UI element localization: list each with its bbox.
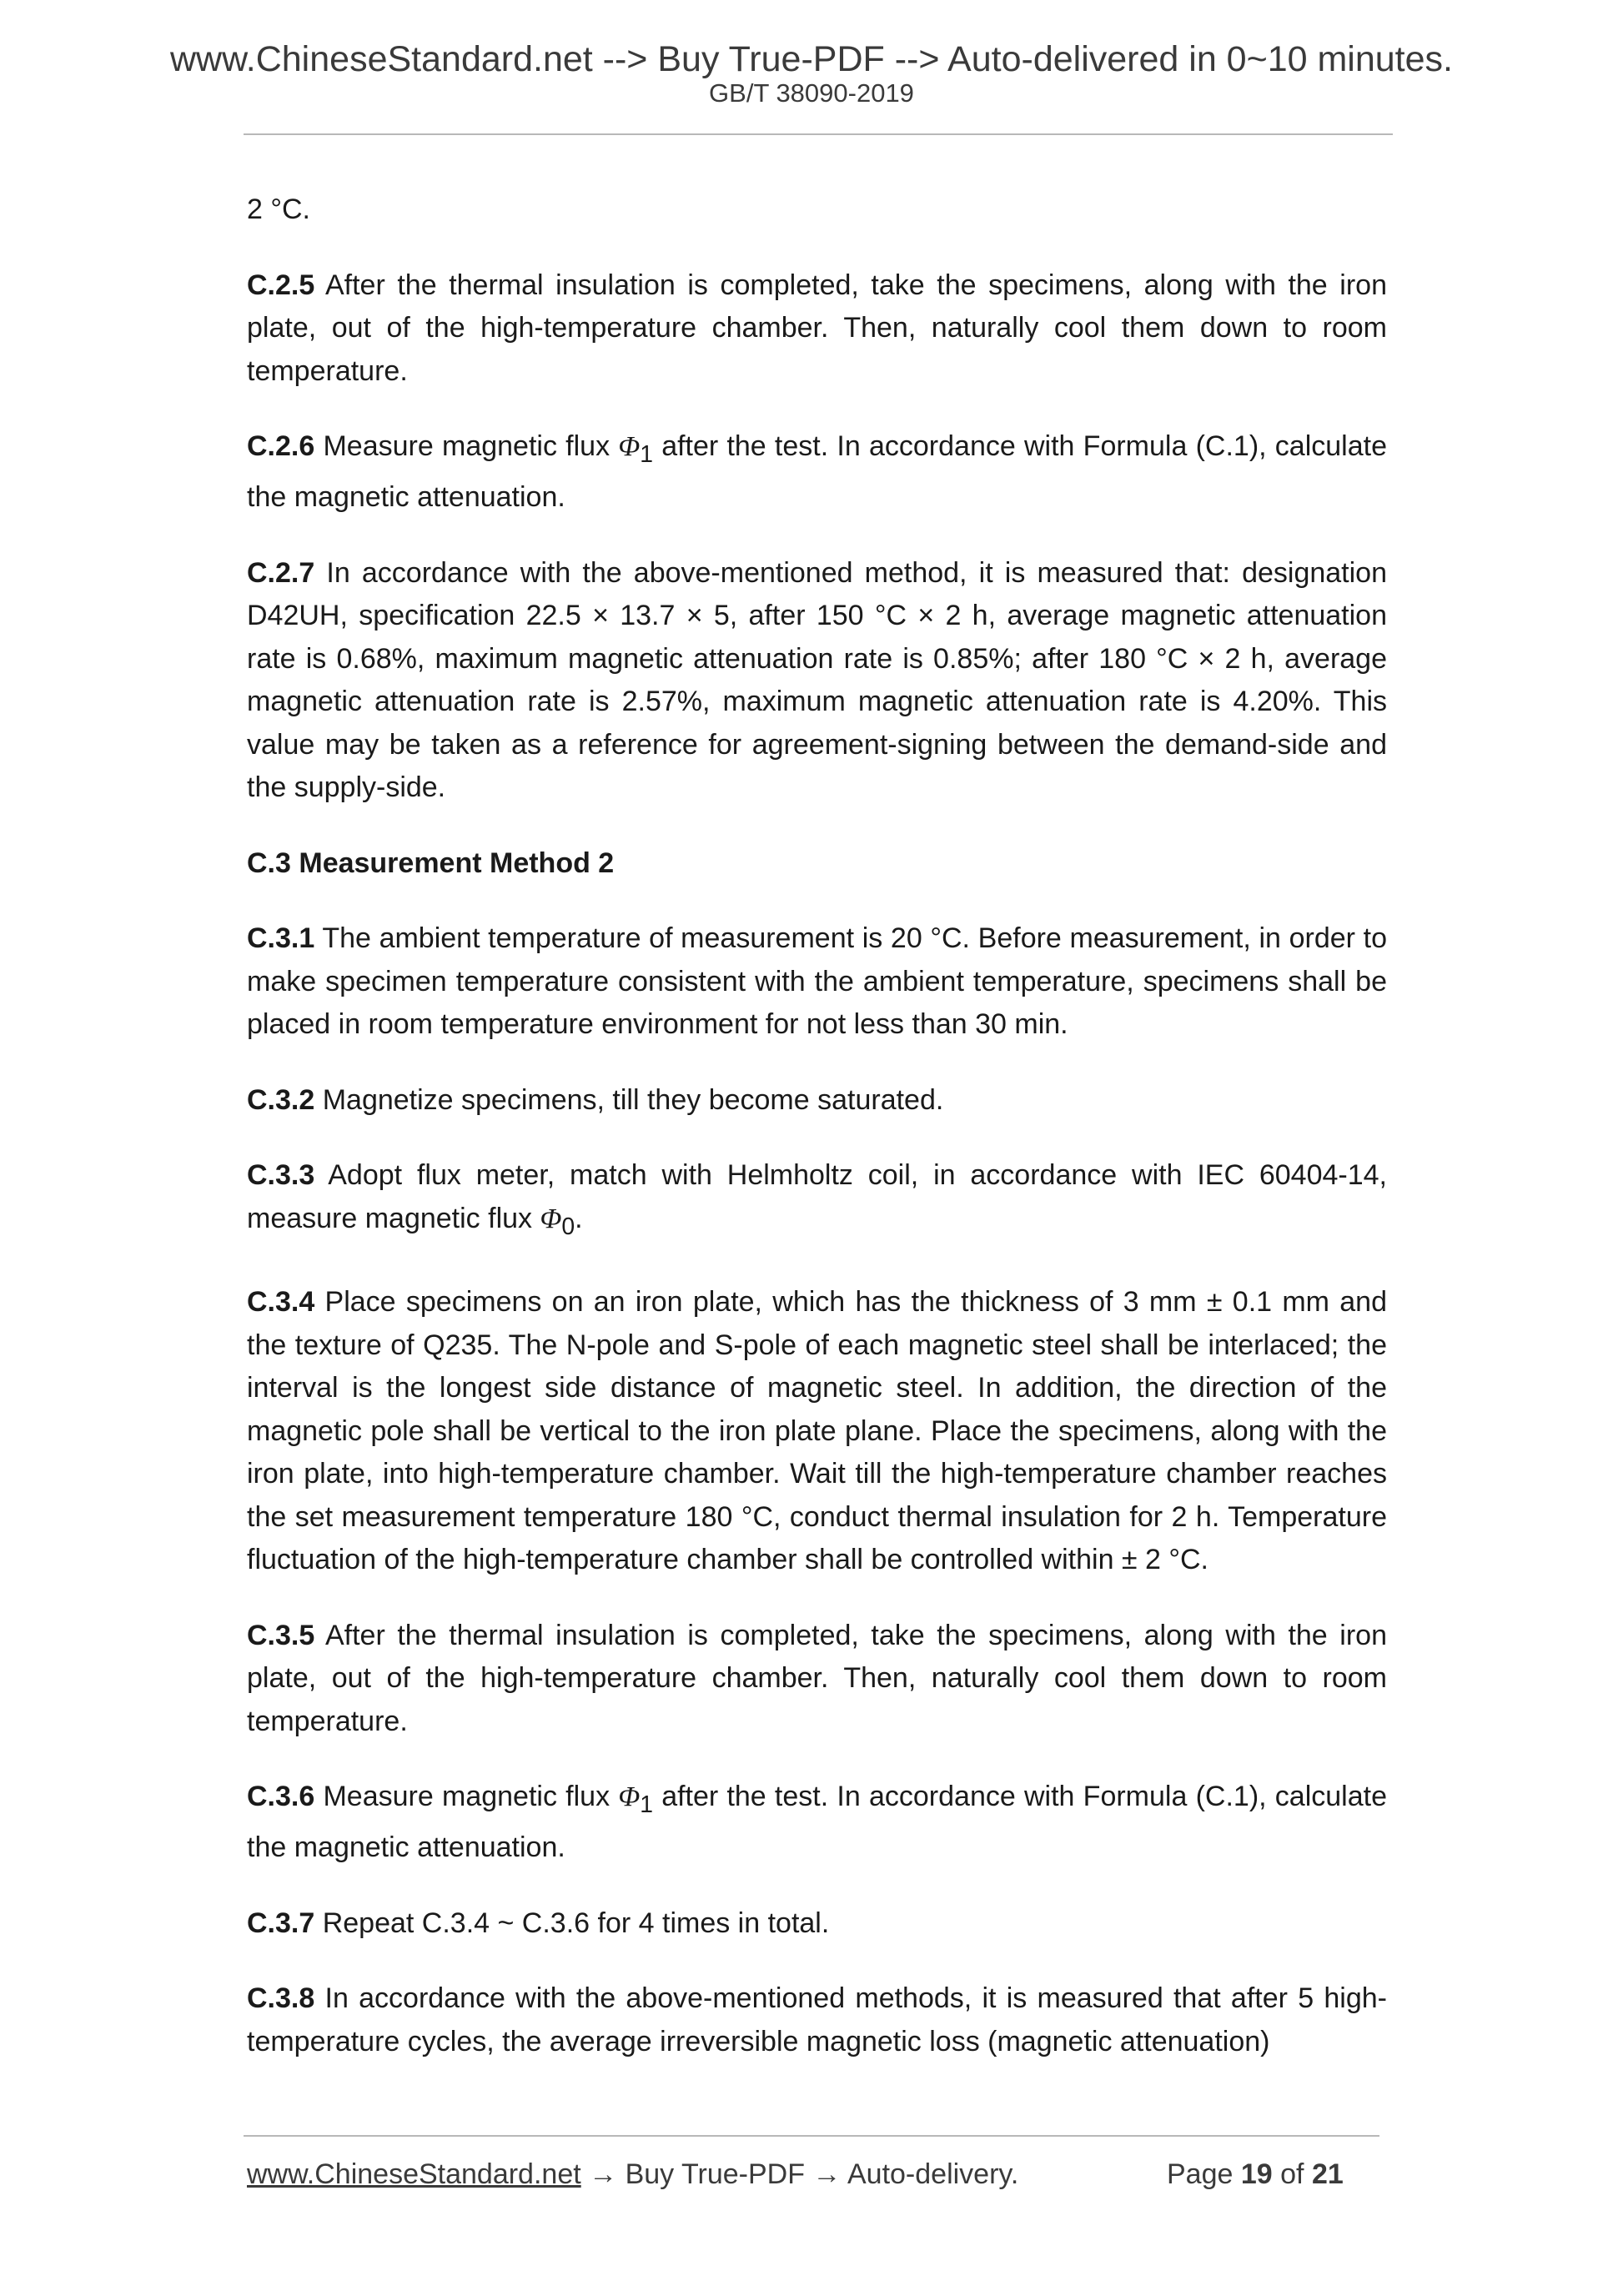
clause-c3-1 bbox=[247, 917, 1387, 1047]
flux-symbol: Φ bbox=[618, 1781, 641, 1813]
clause-text: Measure magnetic flux bbox=[314, 430, 619, 462]
clause-text: In accordance with the above-mentioned methods, it is measured that after 5 high-temperature cycles, the average irreversible magnetic loss (magnetic attenuation) bbox=[247, 1982, 1387, 2057]
header-banner: www.ChineseStandard.net --> Buy True-PDF --> Auto-delivered in 0~10 minutes. bbox=[169, 39, 1453, 79]
flux-subscript: 1 bbox=[640, 1791, 653, 1818]
footer-site-link[interactable]: www.ChineseStandard.net bbox=[247, 2158, 581, 2190]
lead-in-text: 2 °C. bbox=[247, 193, 310, 225]
flux-symbol: Φ bbox=[618, 431, 641, 462]
clause-text: after the test. In accordance with Formula (C.1), calculate the magnetic attenuation. bbox=[247, 430, 1387, 514]
clause-c2-5 bbox=[247, 264, 1387, 394]
clause-number: C.2.6 bbox=[247, 430, 315, 462]
clause-number: C.3.4 bbox=[247, 1286, 315, 1319]
clause-text: In accordance with the above-mentioned method, it is measured that: designation D42UH, specification 22.5 × 13.7 × 5, after 150 °C × 2 h, average magnetic attenuation rate is 0.68%, maximum magnetic attenuation rate is 0.85%; after 180 °C × 2 h, average magnetic attenuation rate is 2.57%, maximum magnetic attenuation rate is 4.20%. This value may be taken as a reference for agreement-signing between the demand-side and the supply-side. bbox=[247, 556, 1387, 804]
footer-left bbox=[247, 2158, 1018, 2192]
clause-c3-5 bbox=[247, 1615, 1387, 1744]
page-total: 21 bbox=[1311, 2158, 1344, 2190]
section-number: C.3 bbox=[247, 847, 291, 879]
page-current: 19 bbox=[1240, 2158, 1273, 2190]
clause-number: C.3.5 bbox=[247, 1619, 315, 1651]
clause-c3-6 bbox=[247, 1776, 1387, 1870]
clause-c3-2 bbox=[247, 1079, 1387, 1123]
clause-text: After the thermal insulation is completed, take the specimens, along with the iron plate, out of the high-temperature chamber. Then, naturally cool them down to room temperature. bbox=[247, 1619, 1387, 1737]
section-title: Measurement Method 2 bbox=[290, 847, 615, 879]
clause-number: C.3.8 bbox=[247, 1982, 315, 2015]
clause-text: Measure magnetic flux bbox=[314, 1781, 619, 1813]
clause-c3-4 bbox=[247, 1281, 1387, 1582]
clause-number: C.3.2 bbox=[247, 1083, 315, 1116]
clause-c3-3 bbox=[247, 1154, 1387, 1248]
clause-text: Repeat C.3.4 ~ C.3.6 for 4 times in total. bbox=[314, 1907, 830, 1939]
clause-text: After the thermal insulation is completed, take the specimens, along with the iron plate, out of the high-temperature chamber. Then, naturally cool them down to room temperature. bbox=[247, 269, 1387, 387]
clause-text: after the test. In accordance with Formula (C.1), calculate the magnetic attenuation. bbox=[247, 1781, 1387, 1864]
clause-c3-7 bbox=[247, 1902, 1387, 1946]
clause-text: The ambient temperature of measurement is 20 °C. Before measurement, in order to make specimen temperature consistent with the ambient temperature, specimens shall be placed in room temperature environment for not less than 30 min. bbox=[247, 922, 1387, 1041]
clause-c2-7 bbox=[247, 552, 1387, 810]
header-divider bbox=[244, 133, 1393, 135]
footer-divider bbox=[244, 2135, 1379, 2137]
clause-number: C.2.7 bbox=[247, 556, 315, 589]
clause-number: C.3.3 bbox=[247, 1159, 315, 1192]
page-number bbox=[1167, 2158, 1344, 2192]
clause-text: Adopt flux meter, match with Helmholtz coil, in accordance with IEC 60404-14, measure magnetic flux bbox=[247, 1159, 1387, 1234]
clause-text: . bbox=[575, 1202, 583, 1234]
flux-subscript: 1 bbox=[640, 440, 653, 468]
footer-tagline: → Buy True-PDF → Auto-delivery. bbox=[580, 2158, 1019, 2190]
clause-c3-8 bbox=[247, 1977, 1387, 2063]
clause-text: Magnetize specimens, till they become saturated. bbox=[314, 1083, 944, 1116]
standard-code: GB/T 38090-2019 bbox=[709, 78, 914, 108]
clause-number: C.3.7 bbox=[247, 1907, 315, 1939]
section-heading-c3 bbox=[247, 842, 1387, 886]
page-of: of bbox=[1272, 2158, 1312, 2190]
page-label: Page bbox=[1167, 2158, 1241, 2190]
document-body bbox=[247, 188, 1387, 2096]
clause-c2-6 bbox=[247, 425, 1387, 520]
clause-number: C.3.1 bbox=[247, 922, 315, 955]
clause-text: Place specimens on an iron plate, which has the thickness of 3 mm ± 0.1 mm and the texture of Q235. The N-pole and S-pole of each magnetic steel shall be interlaced; the interval is the longest side distance of magnetic steel. In addition, the direction of the magnetic pole shall be vertical to the iron plate plane. Place the specimens, along with the iron plate, into high-temperature chamber. Wait till the high-temperature chamber reaches the set measurement temperature 180 °C, conduct thermal insulation for 2 h. Temperature fluctuation of the high-temperature chamber shall be controlled within ± 2 °C. bbox=[247, 1286, 1387, 1576]
clause-number: C.2.5 bbox=[247, 269, 315, 301]
flux-subscript: 0 bbox=[561, 1213, 575, 1240]
flux-symbol: Φ bbox=[540, 1203, 562, 1234]
clause-number: C.3.6 bbox=[247, 1781, 315, 1813]
